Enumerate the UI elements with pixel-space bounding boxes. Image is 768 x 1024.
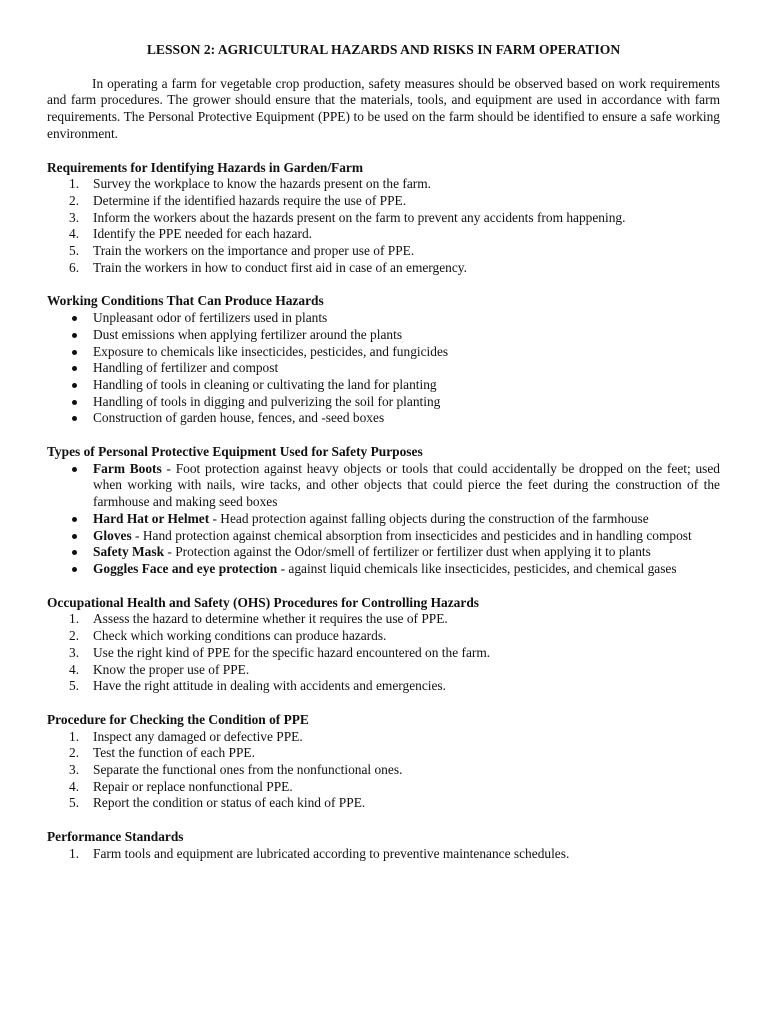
list-item-text: Train the workers on the importance and proper use of PPE. xyxy=(93,243,415,259)
list-number: 5. xyxy=(69,678,80,694)
list-number: 4. xyxy=(69,226,80,242)
list-item-text: Know the proper use of PPE. xyxy=(93,661,250,677)
ppe-term: Gloves xyxy=(93,527,132,543)
bullet-icon xyxy=(72,400,77,405)
list-item-text: Construction of garden house, fences, and -seed boxes xyxy=(93,410,385,426)
list-item-text: Inspect any damaged or defective PPE. xyxy=(93,728,303,744)
bullet-icon xyxy=(72,416,77,421)
bullet-icon xyxy=(72,350,77,355)
bullet-icon xyxy=(72,366,77,371)
list-item-text: Exposure to chemicals like insecticides, pesticides, and fungicides xyxy=(93,343,449,359)
list-item xyxy=(47,344,720,361)
requirements-heading: Requirements for Identifying Hazards in Garden/Farm xyxy=(47,159,364,175)
list-item xyxy=(47,243,720,260)
bullet-icon xyxy=(72,517,77,522)
list-item xyxy=(47,729,720,746)
ppe-description: - Protection against the Odor/smell of fertilizer or fertilizer dust when applying it to plants xyxy=(164,544,651,560)
ppe-description: - against liquid chemicals like insecticides, pesticides, and chemical gases xyxy=(277,560,677,576)
ppe-term: Hard Hat or Helmet xyxy=(93,510,210,526)
list-number: 1. xyxy=(69,611,80,627)
list-number: 1. xyxy=(69,845,80,861)
conditions-list xyxy=(47,310,720,427)
requirements-list xyxy=(47,176,720,276)
list-item xyxy=(47,410,720,427)
bullet-icon xyxy=(72,316,77,321)
list-item xyxy=(47,260,720,277)
list-number: 3. xyxy=(69,762,80,778)
list-item-text: Separate the functional ones from the nonfunctional ones. xyxy=(93,762,403,778)
ppe-description: - Foot protection against heavy objects or tools that could accidentally be dropped on the feet; used when working with nails, wire tacks, and other objects that could pierce the feet during the construction of the farmhouse and making seed boxes xyxy=(93,460,720,510)
checking-section xyxy=(47,712,720,812)
list-item xyxy=(47,310,720,327)
list-item xyxy=(47,846,720,863)
list-number: 3. xyxy=(69,644,80,660)
ppe-types-section xyxy=(47,444,720,578)
list-item-text: Use the right kind of PPE for the specific hazard encountered on the farm. xyxy=(93,644,491,660)
list-number: 1. xyxy=(69,728,80,744)
list-item xyxy=(47,795,720,812)
list-item xyxy=(47,678,720,695)
list-item xyxy=(47,745,720,762)
list-item xyxy=(47,645,720,662)
checking-list xyxy=(47,729,720,813)
ppe-types-heading: Types of Personal Protective Equipment Used for Safety Purposes xyxy=(47,444,423,460)
performance-list xyxy=(47,846,720,863)
list-item xyxy=(47,360,720,377)
list-item xyxy=(47,561,720,578)
list-number: 5. xyxy=(69,243,80,259)
list-item-text: Train the workers in how to conduct first aid in case of an emergency. xyxy=(93,259,467,275)
list-number: 4. xyxy=(69,778,80,794)
intro-paragraph: In operating a farm for vegetable crop production, safety measures should be observed based on work requirements and farm procedures. The grower should ensure that the materials, tools, and equipment are used in accordance with farm requirements. The Personal Protective Equipment (PPE) to be used on the farm should be identified to ensure a safe working environment. xyxy=(47,75,720,141)
bullet-icon xyxy=(72,333,77,338)
list-item-text: Farm tools and equipment are lubricated according to preventive maintenance schedules. xyxy=(93,845,570,861)
ppe-description: - Head protection against falling objects during the construction of the farmhouse xyxy=(209,510,649,526)
list-number: 2. xyxy=(69,628,80,644)
list-item xyxy=(47,210,720,227)
list-item-text: Dust emissions when applying fertilizer around the plants xyxy=(93,326,403,342)
list-item-text: Determine if the identified hazards require the use of PPE. xyxy=(93,192,407,208)
ppe-term: Farm Boots xyxy=(93,460,162,476)
list-item xyxy=(47,176,720,193)
list-item-text: Handling of tools in cleaning or cultivating the land for planting xyxy=(93,376,437,392)
performance-heading: Performance Standards xyxy=(47,829,184,845)
list-item xyxy=(47,628,720,645)
requirements-section xyxy=(47,160,720,277)
list-item-text: Handling of fertilizer and compost xyxy=(93,360,279,376)
list-item-text: Handling of tools in digging and pulverizing the soil for planting xyxy=(93,393,441,409)
ppe-term: Safety Mask xyxy=(93,544,165,560)
list-number: 3. xyxy=(69,209,80,225)
bullet-icon xyxy=(72,383,77,388)
list-item-text: Repair or replace nonfunctional PPE. xyxy=(93,778,293,794)
list-item xyxy=(47,394,720,411)
ppe-types-list xyxy=(47,461,720,578)
list-item-text: Assess the hazard to determine whether it requires the use of PPE. xyxy=(93,611,448,627)
lesson-title: LESSON 2: AGRICULTURAL HAZARDS AND RISKS IN FARM OPERATION xyxy=(146,42,621,57)
list-number: 2. xyxy=(69,745,80,761)
list-number: 5. xyxy=(69,795,80,811)
list-item xyxy=(47,193,720,210)
ppe-term: Goggles Face and eye protection xyxy=(93,560,278,576)
list-item-text: Unpleasant odor of fertilizers used in plants xyxy=(93,310,328,326)
list-item-text: Check which working conditions can produce hazards. xyxy=(93,628,387,644)
list-item xyxy=(47,511,720,528)
performance-section xyxy=(47,829,720,862)
list-item xyxy=(47,779,720,796)
list-item-text: Test the function of each PPE. xyxy=(93,745,255,761)
ohs-section xyxy=(47,595,720,695)
list-item-text: Inform the workers about the hazards present on the farm to prevent any accidents from happening. xyxy=(93,209,626,225)
list-number: 6. xyxy=(69,259,80,275)
conditions-section xyxy=(47,293,720,427)
bullet-icon xyxy=(72,467,77,472)
list-item xyxy=(47,461,720,511)
ohs-list xyxy=(47,611,720,695)
list-item-text: Report the condition or status of each kind of PPE. xyxy=(93,795,366,811)
document-page xyxy=(47,42,720,880)
checking-heading: Procedure for Checking the Condition of PPE xyxy=(47,711,309,727)
list-item-text: Survey the workplace to know the hazards present on the farm. xyxy=(93,176,432,192)
bullet-icon xyxy=(72,534,77,539)
conditions-heading: Working Conditions That Can Produce Hazards xyxy=(47,293,324,309)
list-item-text: Have the right attitude in dealing with accidents and emergencies. xyxy=(93,678,446,694)
list-item xyxy=(47,662,720,679)
list-item xyxy=(47,377,720,394)
list-item xyxy=(47,544,720,561)
list-number: 1. xyxy=(69,176,80,192)
list-item xyxy=(47,327,720,344)
list-item xyxy=(47,762,720,779)
ppe-description: - Hand protection against chemical absorption from insecticides and pesticides and in handling compost xyxy=(131,527,692,543)
list-number: 4. xyxy=(69,661,80,677)
list-item-text: Identify the PPE needed for each hazard. xyxy=(93,226,312,242)
bullet-icon xyxy=(72,550,77,555)
list-item xyxy=(47,528,720,545)
list-number: 2. xyxy=(69,192,80,208)
list-item xyxy=(47,226,720,243)
list-item xyxy=(47,611,720,628)
ohs-heading: Occupational Health and Safety (OHS) Procedures for Controlling Hazards xyxy=(47,594,479,610)
bullet-icon xyxy=(72,567,77,572)
